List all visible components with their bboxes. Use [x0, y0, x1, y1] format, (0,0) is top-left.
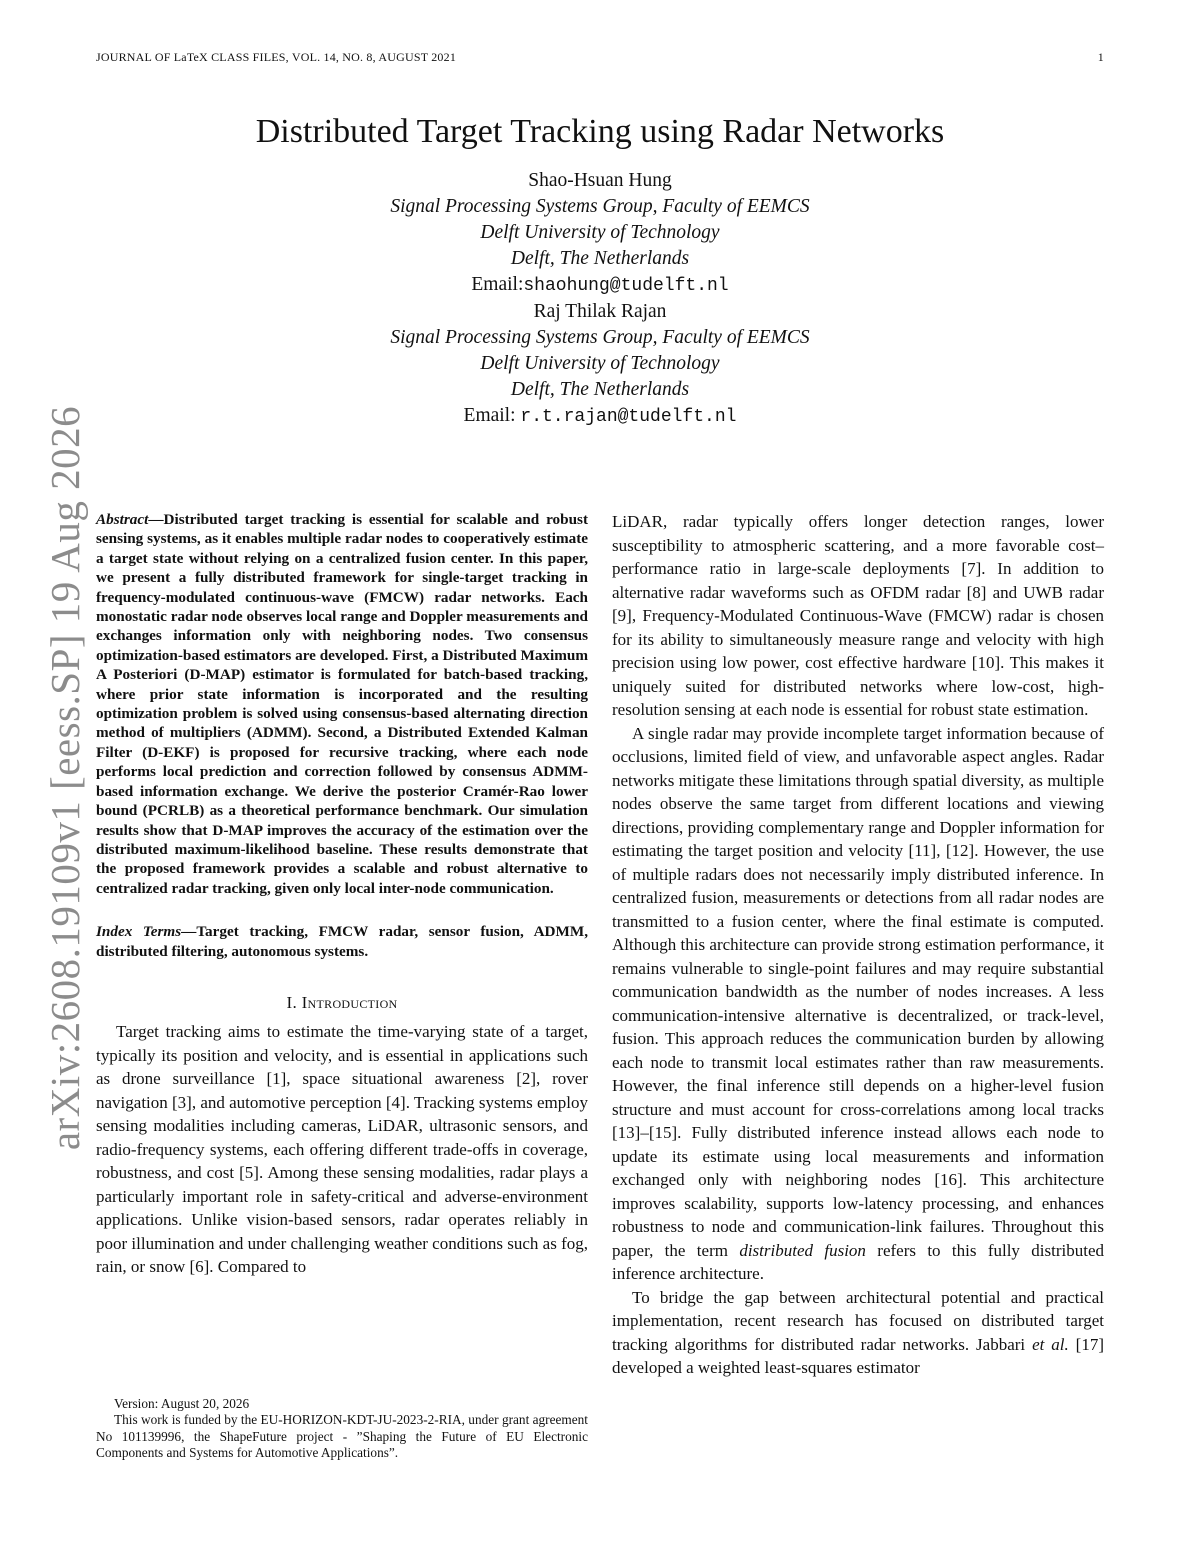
abstract-text: —Distributed target tracking is essential for scalable and robust sensing systems, as it enables multiple radar nodes to cooperatively estimate a target state without relying on a centralized fusion center. In this paper, we present a fully distributed framework for single-target tracking in frequency-modulated continuous-wave (FMCW) radar networks. Each monostatic radar node observes local range and Doppler measurements and exchanges information only with neighboring nodes. Two consensus optimization-based estimators are developed. First, a Distributed Maximum A Posteriori (D-MAP) estimator is formulated for batch-based tracking, where prior state information is incorporated and the resulting optimization problem is solved using consensus-based alternating direction method of multipliers (ADMM). Second, a Distributed Extended Kalman Filter (D-EKF) is proposed for recursive tracking, where each node performs local prediction and correction followed by consensus ADMM-based information exchange. We derive the posterior Cramér-Rao lower bound (PCRLB) as a theoretical performance benchmark. Our simulation results show that D-MAP improves the accuracy of the estimation over the distributed maximum-likelihood baseline. These results demonstrate that the proposed framework provides a scalable and robust alternative to centralized radar tracking, given only local inter-node communication.: [96, 511, 588, 897]
abstract-label: Abstract: [96, 511, 149, 528]
section-title: Introduction: [301, 992, 398, 1012]
footnotes: [96, 1396, 588, 1462]
paragraph-text: To bridge the gap between architectural potential and practical implementation, recent research has focused on distributed target tracking algorithms for distributed radar networks. Jabbari: [612, 1287, 1104, 1354]
email-label: Email:: [471, 274, 524, 295]
author-affiliation: Delft University of Technology: [480, 222, 720, 243]
footnote-version: Version: August 20, 2026: [114, 1396, 250, 1411]
author-affiliation: Delft, The Netherlands: [510, 379, 690, 400]
footnote-funding: This work is funded by the EU-HORIZON-KDT-JU-2023-2-RIA, under grant agreement No 101139996, the ShapeFuture project - ”Shaping the Future of EU Electronic Components and Systems for Automotive Applications”.: [96, 1412, 588, 1461]
section-heading: [96, 991, 588, 1015]
email-label: Email:: [463, 405, 521, 426]
body-paragraph: LiDAR, radar typically offers longer detection ranges, lower susceptibility to atmospheric scattering, and a more favorable cost–performance ratio in large-scale deployments [7]. In addition to alternative radar waveforms such as OFDM radar [8] and UWB radar [9], Frequency-Modulated Continuous-Wave (FMCW) radar is chosen for its ability to simultaneously measure range and velocity with high precision using low power, cost effective hardware [10]. This makes it uniquely suited for distributed networks where low-cost, high-resolution sensing at each node is essential for robust state estimation.: [612, 512, 1104, 719]
author-block: [96, 168, 1104, 430]
right-column: [612, 510, 1104, 1380]
author-name: Raj Thilak Rajan: [533, 301, 667, 322]
emphasis-text: distributed fusion: [739, 1240, 866, 1260]
index-terms-text: —Target tracking, FMCW radar, sensor fusion, ADMM, distributed filtering, autonomous systems.: [96, 923, 588, 960]
paragraph-text: [17] developed a weighted least-squares estimator: [612, 1334, 1105, 1377]
index-terms-label: Index Terms: [96, 923, 182, 941]
author-email-line: [96, 403, 1104, 430]
left-column: [96, 510, 588, 1279]
author-affiliation: Signal Processing Systems Group, Faculty of EEMCS: [390, 327, 810, 348]
author-affiliation: Signal Processing Systems Group, Faculty of EEMCS: [390, 196, 810, 217]
body-paragraph: Target tracking aims to estimate the time-varying state of a target, typically its position and velocity, and is essential in applications such as drone surveillance [1], space situational awareness [2], rover navigation [3], and automotive perception [4]. Tracking systems employ sensing modalities including cameras, LiDAR, ultrasonic sensors, and radio-frequency systems, each offering different trade-offs in coverage, robustness, and cost [5]. Among these sensing modalities, radar plays a particularly important role in safety-critical and adverse-environment applications. Unlike vision-based sensors, radar operates reliably in poor illumination and under challenging weather conditions such as fog, rain, or snow [6]. Compared to: [96, 1022, 588, 1277]
author-name: Shao-Hsuan Hung: [528, 170, 672, 191]
running-header: [96, 50, 1104, 65]
body-paragraph: [612, 1286, 1104, 1380]
index-terms: [96, 922, 588, 961]
author-email[interactable]: r.t.rajan@tudelft.nl: [520, 407, 737, 427]
emphasis-text: et al.: [1032, 1334, 1069, 1354]
author-affiliation: Delft University of Technology: [480, 353, 720, 374]
body-paragraph: [612, 722, 1104, 1286]
section-number: I.: [286, 992, 298, 1012]
page-number: 1: [1097, 50, 1104, 64]
author-affiliation: Delft, The Netherlands: [510, 248, 690, 269]
journal-line: JOURNAL OF LaTeX CLASS FILES, VOL. 14, NO. 8, AUGUST 2021: [96, 50, 457, 64]
arxiv-identifier: arXiv:2608.19109v1 [eess.SP] 19 Aug 2026: [42, 405, 88, 1151]
abstract: [96, 510, 588, 898]
paragraph-text: refers to this fully distributed inference architecture.: [612, 1240, 1104, 1283]
author-email[interactable]: shaohung@tudelft.nl: [523, 276, 729, 296]
paper-title: Distributed Target Tracking using Radar Networks: [255, 113, 945, 150]
author-email-line: [96, 272, 1104, 299]
paragraph-text: A single radar may provide incomplete target information because of occlusions, limited field of view, and unfavorable aspect angles. Radar networks mitigate these limitations through spatial diversity, as multiple nodes observe the same target from different locations and viewing directions, providing complementary range and Doppler information for estimating the target position and velocity [11], [12]. However, the use of multiple radars does not necessarily imply distributed inference. In centralized fusion, measurements or detections from all radar nodes are transmitted to a fusion center, where the final estimate is computed. Although this architecture can provide strong estimation performance, it remains vulnerable to single-point failures and may require substantial communication bandwidth as the number of nodes increases. A less communication-intensive alternative is decentralized, or track-level, fusion. This approach reduces the communication burden by allowing each node to transmit local estimates rather than raw measurements. However, the final inference still depends on a higher-level fusion structure and must account for cross-correlations among local tracks [13]–[15]. Fully distributed inference instead allows each node to update its estimate using local measurements and information exchanged only with neighboring nodes [16]. This architecture improves scalability, supports low-latency processing, and enhances robustness to node and communication-link failures. Throughout this paper, the term: [612, 723, 1104, 1260]
